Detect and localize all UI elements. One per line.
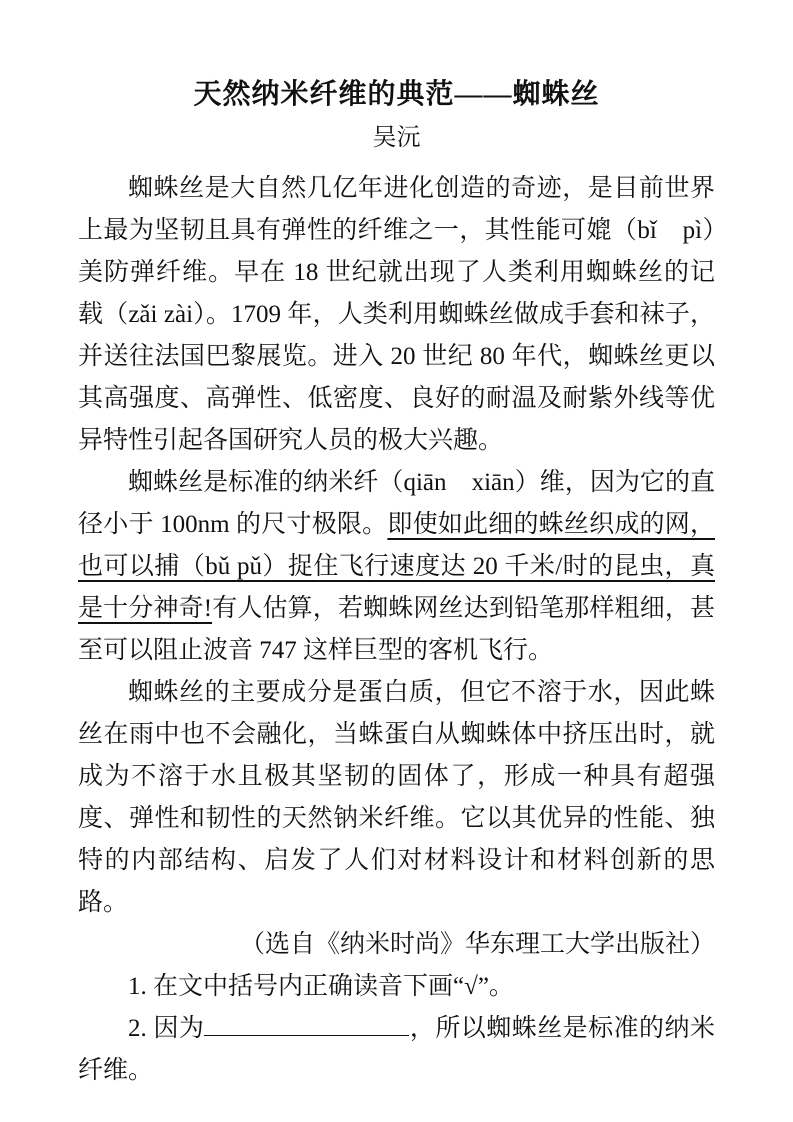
document-author: 吴沅	[372, 125, 421, 151]
paragraph	[78, 462, 715, 672]
question-2	[78, 1008, 715, 1092]
paragraph-text: 有人估算，若蜘蛛网丝达到铅笔那样粗细，甚至可以阻止波音 747 这样巨型的客机飞行。	[78, 595, 715, 664]
source-attribution: （选自《纳米时尚》华东理工大学出版社）	[239, 931, 715, 958]
paragraph-text: 蜘蛛丝是标准的纳米纤（qiān xiān）维，因为它的直径小于 100nm 的尺寸极限。	[78, 469, 715, 538]
paragraph	[78, 672, 715, 924]
paragraphs	[78, 168, 715, 924]
question-2-prefix: 2. 因为	[128, 1015, 205, 1042]
document-title: 天然纳米纤维的典范——蜘蛛丝	[193, 79, 600, 110]
question-1	[78, 966, 715, 1008]
question-2-suffix: ，所以蜘蛛丝是标准的纳米纤维。	[78, 1015, 715, 1084]
paragraph-text: 蜘蛛丝的主要成分是蛋白质，但它不溶于水，因此蛛丝在雨中也不会融化，当蛛蛋白从蜘蛛体中挤压出时，就成为不溶于水且极其坚韧的固体了，形成一种具有超强度、弹性和韧性的天然钠米纤维。它以其优异的性能、独特的内部结构、启发了人们对材料设计和材料创新的思路。	[78, 679, 715, 916]
paragraph	[78, 168, 715, 462]
fill-in-blank	[204, 1009, 409, 1036]
question-1-text: 1. 在文中括号内正确读音下画“√”。	[128, 973, 514, 1000]
paragraph-text: 蜘蛛丝是大自然几亿年进化创造的奇迹，是目前世界上最为坚韧且具有弹性的纤维之一，其性能可媲（bǐ pì）美防弹纤维。早在 18 世纪就出现了人类利用蜘蛛丝的记载（zǎi zài）。1709 年，人类利用蜘蛛丝做成手套和袜子，并送往法国巴黎展览。进入 20 世纪 80 年代，蜘蛛丝更以其高强度、高弹性、低密度、良好的耐温及耐紫外线等优异特性引起各国研究人员的极大兴趣。	[78, 175, 715, 454]
underlined-passage: 即使如此细的蛛丝织成的网，也可以捕（bǔ pǔ）捉住飞行速度达 20 千米/时的昆虫，真是十分神奇!	[78, 511, 715, 622]
